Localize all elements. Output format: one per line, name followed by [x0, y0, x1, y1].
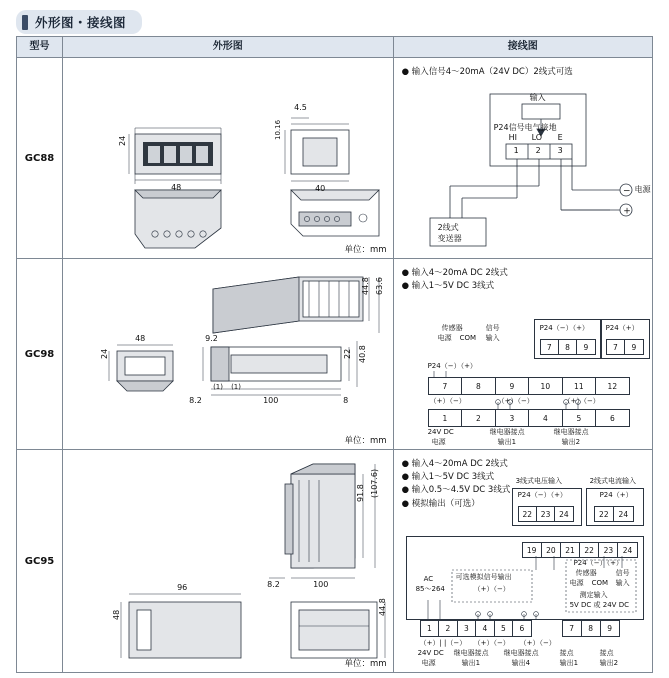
terminal: 24: [559, 509, 569, 519]
terminal: 8: [462, 378, 496, 394]
terminal: 21: [561, 543, 580, 557]
signal-label: 信号: [485, 324, 500, 332]
bullet-item: ● 输入信号4～20mA（24V DC）2线式可选: [401, 67, 573, 77]
signal-input-label: 输入: [615, 579, 630, 587]
analog-output-label: 可选模拟信号输出: [455, 573, 512, 581]
terminal: 6: [609, 413, 615, 423]
bullet-item: ● 模拟输出（可选）: [401, 498, 480, 509]
title-accent-bar: [22, 15, 28, 30]
bottom-sign-2: （+）（−）: [497, 397, 534, 405]
terminal: 9: [583, 342, 589, 352]
bottom-group-2-line2: 输出1: [461, 659, 481, 667]
p24-left-label: P24（−）（+）: [539, 324, 589, 332]
bottom-sign-3: （+）（−）: [519, 639, 556, 647]
bottom-group-4-line2: 输出1: [559, 659, 579, 667]
terminal-name-lo: LO: [531, 133, 543, 142]
dim-label-107-6: (107.6): [370, 468, 380, 498]
dim-label-24: 24: [100, 348, 110, 359]
dim-label-4-5: 4.5: [294, 103, 307, 112]
bullet-item: ● 输入0.5～4.5V DC 3线式: [401, 485, 511, 496]
dim-label-100: 100: [263, 396, 279, 405]
terminal-name-hi: HI: [508, 133, 517, 142]
terminal: 22: [519, 507, 537, 521]
terminal: 24: [618, 509, 629, 519]
bottom-group-1-line2: 电源: [431, 438, 446, 446]
group2-p24: P24（+）: [599, 491, 633, 499]
terminal: 7: [563, 621, 582, 636]
bullet-item: ● 输入4～20mA DC 2线式: [401, 459, 508, 469]
terminal-name-e: E: [557, 133, 563, 142]
dim-label-note2: (1): [231, 383, 241, 391]
terminal-3: 3: [557, 146, 563, 155]
bottom-group-1-line1: 24V DC: [427, 428, 454, 436]
col-header-wiring: 接线图: [393, 37, 652, 58]
dim-label-24: 24: [118, 135, 128, 146]
dim-label-10-16: 10.16: [274, 119, 283, 140]
terminal: 22: [580, 543, 599, 557]
table-row: [17, 58, 653, 259]
bottom-group-5-line1: 接点: [599, 649, 614, 657]
dimension-drawing-gc88: [63, 58, 394, 259]
bottom-sign-1: （+）（−）: [429, 397, 466, 405]
dim-label-96: 96: [177, 583, 188, 592]
terminal: 1: [429, 410, 463, 426]
wiring-diagram-gc98: [393, 259, 652, 450]
dim-label-8-2: 8.2: [267, 580, 280, 589]
page-title-banner: [16, 10, 142, 34]
bottom-sign-2: （+）（−）: [473, 639, 510, 647]
terminal: 9: [496, 378, 530, 394]
terminal: 4: [476, 621, 495, 636]
terminal: 7: [541, 340, 559, 354]
bottom-group-3-line2: 输出4: [511, 659, 531, 667]
bottom-group-3-line1: 继电器接点: [553, 428, 589, 436]
bottom-group-1-line2: 电源: [421, 659, 436, 667]
terminal: 10: [529, 378, 563, 394]
dim-label-40: 40: [315, 184, 326, 193]
terminal: 23: [537, 507, 555, 521]
terminal: 5: [563, 410, 597, 426]
table-header-row: [17, 37, 653, 58]
model-gc88: GC88: [17, 58, 63, 259]
bottom-group-3-line1: 继电器接点: [503, 649, 539, 657]
table-row: [17, 259, 653, 450]
terminal: 1: [421, 621, 440, 636]
sensor-com-label: COM: [459, 334, 477, 342]
dim-label-100: 100: [313, 580, 329, 589]
p24-right-label: P24（+）: [605, 324, 639, 332]
dim-label-63-6: 63.6: [375, 277, 385, 295]
dim-label-44-8: 44.8: [378, 598, 388, 616]
spec-table: [16, 36, 653, 673]
dimension-drawing-gc98: [63, 259, 394, 450]
bottom-group-5-line2: 输出2: [599, 659, 619, 667]
bullet-item: ● 输入1～5V DC 3线式: [401, 472, 495, 483]
analog-output-signs: （+）（−）: [473, 585, 510, 593]
terminal: 9: [607, 624, 612, 633]
dim-label-40-8: 40.8: [358, 345, 368, 363]
p24-right-label: P24（−）（+）: [573, 559, 623, 567]
terminal: 2: [439, 621, 458, 636]
group3-p24: P24（−）（+）: [517, 491, 567, 499]
meter-input-line2: 5V DC 或 24V DC: [569, 601, 629, 609]
svg-text:+: +: [622, 206, 631, 217]
dim-label-8-2: 8.2: [189, 396, 202, 405]
bottom-group-2-line1: 继电器接点: [453, 649, 489, 657]
sensor-label: 传感器: [441, 324, 463, 332]
ac-label-line2: 85～264: [415, 585, 445, 593]
terminal: 8: [582, 621, 601, 636]
transmitter-line2: 变送器: [437, 234, 462, 243]
gc98-wiring-connectors: [394, 259, 653, 449]
sensor-power-label: 电源: [569, 579, 584, 587]
meter-input-line1: 测定输入: [579, 591, 608, 599]
dim-label-48: 48: [112, 609, 122, 620]
dim-label-9-2: 9.2: [205, 334, 218, 343]
model-gc98: GC98: [17, 259, 63, 450]
bullet-item: ● 输入4～20mA DC 2线式: [401, 268, 508, 278]
terminal: 22: [595, 507, 615, 521]
terminal: 8: [559, 340, 577, 354]
dim-label-8: 8: [343, 396, 349, 405]
bottom-group-2-line1: 继电器接点: [489, 428, 525, 436]
unit-note-gc95: 单位：mm: [344, 659, 387, 669]
terminal: 11: [563, 378, 597, 394]
terminal: 3: [458, 621, 477, 636]
gc95-wiring-connectors: [394, 450, 653, 672]
terminal: 24: [622, 545, 633, 555]
page-title: 外形图・接线图: [35, 15, 127, 30]
sensor-label: 传感器: [575, 569, 597, 577]
group2-title: 2线式电流输入: [589, 477, 637, 485]
p24-mid-label: P24（−）（+）: [427, 362, 477, 370]
terminal: 4: [529, 410, 563, 426]
dim-label-48: 48: [171, 183, 182, 192]
power-label: 电源: [634, 185, 651, 194]
sensor-com-label: COM: [591, 579, 609, 587]
col-header-dimensions: 外形图: [63, 37, 394, 58]
terminal: 20: [542, 543, 561, 557]
unit-note-gc98: 单位：mm: [344, 436, 387, 446]
unit-note-gc88: 单位：mm: [344, 245, 387, 255]
bottom-group-1-line1: 24V DC: [417, 649, 444, 657]
terminal: 23: [599, 543, 618, 557]
dimension-drawing-gc95: [63, 450, 394, 673]
terminal-1: 1: [513, 146, 519, 155]
gc95-outline-svg: [63, 450, 393, 672]
terminal: 6: [519, 624, 525, 633]
terminal: 19: [523, 543, 542, 557]
dim-label-44-8: 44.8: [361, 277, 371, 295]
dim-label-note1: (1): [213, 383, 223, 391]
bottom-group-2-line2: 输出1: [497, 438, 517, 446]
transmitter-line1: 2线式: [437, 223, 459, 232]
gc88-wiring-svg: [394, 58, 653, 258]
sensor-power-label: 电源: [437, 334, 452, 342]
signal-input-label: 输入: [485, 334, 500, 342]
bottom-sign-3: （+）（−）: [563, 397, 600, 405]
terminal: 12: [607, 381, 618, 391]
svg-text:−: −: [622, 186, 631, 197]
ground-note: P24信号电气接地: [493, 123, 557, 132]
bottom-group-4-line1: 接点: [559, 649, 574, 657]
terminal-2: 2: [535, 146, 541, 155]
bullet-item: ● 输入1～5V DC 3线式: [401, 281, 495, 292]
terminal: 3: [496, 410, 530, 426]
terminal: 5: [495, 621, 514, 636]
gc88-outline-svg: [63, 58, 393, 258]
model-gc95: GC95: [17, 450, 63, 673]
terminal: 2: [462, 410, 496, 426]
terminal: 9: [631, 342, 637, 352]
ac-label-line1: AC: [423, 575, 434, 583]
wiring-diagram-gc88: [393, 58, 652, 259]
signal-label: 信号: [615, 569, 630, 577]
terminal: 7: [429, 378, 463, 394]
terminal: 7: [607, 340, 626, 354]
dim-label-91-8: 91.8: [356, 484, 366, 502]
bottom-group-3-line2: 输出2: [561, 438, 581, 446]
col-header-model: 型号: [17, 37, 63, 58]
wiring-diagram-gc95: [393, 450, 652, 673]
bottom-sign-1: （+）| |（−）: [419, 639, 467, 647]
group3-title: 3线式电压输入: [515, 477, 563, 485]
input-label: 输入: [529, 93, 546, 102]
table-row: [17, 450, 653, 673]
dim-label-22: 22: [343, 348, 353, 359]
dim-label-48: 48: [135, 334, 146, 343]
